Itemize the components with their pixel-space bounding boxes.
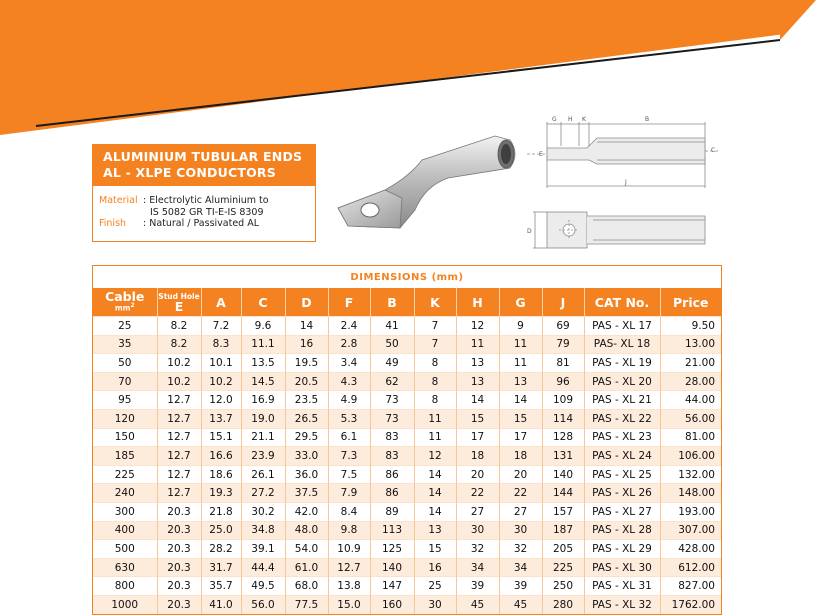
table-cell: 14 (499, 391, 542, 410)
table-cell: 30 (414, 595, 456, 613)
table-cell: 45 (499, 595, 542, 613)
table-row (93, 317, 721, 336)
table-cell: 49.5 (241, 577, 285, 596)
table-cell: 205 (542, 540, 584, 559)
table-cell: 29.5 (285, 428, 328, 447)
table-cell: PAS - XL 23 (584, 428, 660, 447)
table-cell: 13 (456, 354, 499, 373)
table-cell: 12.7 (157, 391, 201, 410)
table-row (93, 521, 721, 540)
table-cell: 34.8 (241, 521, 285, 540)
table-cell: 27 (456, 502, 499, 521)
table-cell: 150 (93, 428, 157, 447)
table-cell: 21.1 (241, 428, 285, 447)
table-cell: 12.7 (328, 558, 370, 577)
table-cell: 20.3 (157, 577, 201, 596)
table-caption: DIMENSIONS (mm) (350, 272, 464, 283)
table-row (93, 540, 721, 559)
table-cell: 18 (456, 447, 499, 466)
table-cell: 7.2 (201, 317, 241, 336)
table-cell: 14 (414, 502, 456, 521)
table-cell: 16.9 (241, 391, 285, 410)
product-title-line1: ALUMINIUM TUBULAR ENDS (103, 149, 303, 164)
table-cell: 2.8 (328, 335, 370, 354)
table-cell: 30.2 (241, 502, 285, 521)
table-cell: 35 (93, 335, 157, 354)
table-cell: 12.7 (157, 447, 201, 466)
finish-label: Finish (99, 218, 127, 229)
table-cell: 10.2 (201, 372, 241, 391)
finish-value: : Natural / Passivated AL (143, 218, 260, 229)
table-cell: 89 (370, 502, 414, 521)
table-cell: 14.5 (241, 372, 285, 391)
table-cell: 44.4 (241, 558, 285, 577)
table-cell: PAS - XL 17 (584, 317, 660, 336)
table-cell: 26.5 (285, 409, 328, 428)
table-cell: 45 (456, 595, 499, 613)
table-cell: 77.5 (285, 595, 328, 613)
table-cell: 14 (414, 484, 456, 503)
material-value-1: : Electrolytic Aluminium to (143, 195, 269, 206)
table-cell: 140 (370, 558, 414, 577)
col-cable: Cable $mm^2$ (93, 288, 157, 317)
table-cell: 21.00 (660, 354, 721, 373)
table-cell: 4.3 (328, 372, 370, 391)
table-cell: 10.1 (201, 354, 241, 373)
table-cell: PAS - XL 24 (584, 447, 660, 466)
table-row (93, 465, 721, 484)
table-cell: 15 (499, 409, 542, 428)
table-cell: 114 (542, 409, 584, 428)
table-cell: 19.3 (201, 484, 241, 503)
table-cell: 1000 (93, 595, 157, 613)
table-cell: 14 (285, 317, 328, 336)
tubular-lug-image (330, 118, 520, 238)
table-cell: 8.3 (201, 335, 241, 354)
table-cell: 106.00 (660, 447, 721, 466)
table-cell: 11 (499, 354, 542, 373)
drawing-label-k: K (582, 116, 586, 123)
table-cell: PAS- XL 18 (584, 335, 660, 354)
table-cell: 16.6 (201, 447, 241, 466)
table-cell: 280 (542, 595, 584, 613)
table-header-row (93, 288, 721, 317)
table-cell: 26.1 (241, 465, 285, 484)
table-cell: 23.5 (285, 391, 328, 410)
table-cell: 13.00 (660, 335, 721, 354)
table-cell: 400 (93, 521, 157, 540)
table-cell: 2.4 (328, 317, 370, 336)
table-cell: 109 (542, 391, 584, 410)
table-cell: 13.8 (328, 577, 370, 596)
table-cell: 81 (542, 354, 584, 373)
table-cell: 307.00 (660, 521, 721, 540)
table-cell: 113 (370, 521, 414, 540)
drawing-label-d: D (527, 228, 532, 235)
table-cell: 8 (414, 354, 456, 373)
table-cell: 16 (285, 335, 328, 354)
table-cell: 148.00 (660, 484, 721, 503)
table-row (93, 409, 721, 428)
table-cell: 9.50 (660, 317, 721, 336)
col-a: A (201, 288, 241, 317)
dimensions-table (92, 265, 722, 615)
product-title (93, 145, 315, 186)
table-cell: 27 (499, 502, 542, 521)
table-cell: 56.00 (660, 409, 721, 428)
table-cell: 28.00 (660, 372, 721, 391)
table-row (93, 335, 721, 354)
product-title-line2: AL - XLPE CONDUCTORS (103, 165, 276, 180)
table-cell: 34 (499, 558, 542, 577)
table-cell: 8.2 (157, 335, 201, 354)
table-cell: 10.2 (157, 354, 201, 373)
material-value-2: IS 5082 GR TI-E-IS 8309 (150, 206, 264, 218)
table-cell: 147 (370, 577, 414, 596)
table-cell: 13 (456, 372, 499, 391)
drawing-label-b: B (645, 116, 650, 123)
table-cell: 5.3 (328, 409, 370, 428)
table-cell: PAS - XL 28 (584, 521, 660, 540)
table-cell: 73 (370, 391, 414, 410)
table-cell: 31.7 (201, 558, 241, 577)
product-specs (93, 186, 315, 230)
table-cell: PAS - XL 29 (584, 540, 660, 559)
table-cell: 11 (414, 409, 456, 428)
table-cell: 86 (370, 465, 414, 484)
table-cell: 70 (93, 372, 157, 391)
table-cell: 50 (370, 335, 414, 354)
table-cell: 11 (456, 335, 499, 354)
table-cell: 81.00 (660, 428, 721, 447)
table-cell: 827.00 (660, 577, 721, 596)
col-d: D (285, 288, 328, 317)
table-cell: 20.3 (157, 540, 201, 559)
table-cell: 8.4 (328, 502, 370, 521)
table-cell: 19.0 (241, 409, 285, 428)
table-cell: 54.0 (285, 540, 328, 559)
table-cell: 12.7 (157, 409, 201, 428)
col-f: F (328, 288, 370, 317)
table-cell: 144 (542, 484, 584, 503)
table-body (93, 317, 721, 614)
table-cell: 250 (542, 577, 584, 596)
table-cell: 96 (542, 372, 584, 391)
table-cell: 14 (456, 391, 499, 410)
table-row (93, 577, 721, 596)
table-cell: 500 (93, 540, 157, 559)
table-cell: 13 (414, 521, 456, 540)
table-cell: 20 (499, 465, 542, 484)
material-label: Material (99, 195, 138, 206)
table-cell: 73 (370, 409, 414, 428)
table-cell: 20.3 (157, 595, 201, 613)
col-k: K (414, 288, 456, 317)
table-row (93, 484, 721, 503)
table-cell: 25.0 (201, 521, 241, 540)
table-cell: PAS - XL 25 (584, 465, 660, 484)
col-g: G (499, 288, 542, 317)
table-cell: PAS - XL 21 (584, 391, 660, 410)
table-cell: 28.2 (201, 540, 241, 559)
table-cell: 16 (414, 558, 456, 577)
table-cell: 11 (414, 428, 456, 447)
table-cell: 4.9 (328, 391, 370, 410)
table-cell: 25 (414, 577, 456, 596)
table-cell: 32 (499, 540, 542, 559)
table-cell: 25 (93, 317, 157, 336)
table-cell: 22 (456, 484, 499, 503)
col-j: J (542, 288, 584, 317)
table-cell: 8.2 (157, 317, 201, 336)
col-h: H (456, 288, 499, 317)
table-cell: 15.1 (201, 428, 241, 447)
table-row (93, 502, 721, 521)
table-cell: 35.7 (201, 577, 241, 596)
dimensions-grid (93, 288, 721, 614)
table-cell: 9.6 (241, 317, 285, 336)
table-cell: 61.0 (285, 558, 328, 577)
table-cell: 7.9 (328, 484, 370, 503)
table-row (93, 558, 721, 577)
table-cell: 225 (542, 558, 584, 577)
table-cell: 15.0 (328, 595, 370, 613)
table-cell: 13 (499, 372, 542, 391)
table-cell: 157 (542, 502, 584, 521)
table-cell: 68.0 (285, 577, 328, 596)
table-cell: 69 (542, 317, 584, 336)
table-cell: 13.5 (241, 354, 285, 373)
table-cell: 17 (499, 428, 542, 447)
drawing-label-h: H (568, 116, 573, 123)
col-c: C (241, 288, 285, 317)
drawing-label-e: E (539, 151, 543, 158)
table-cell: 10.2 (157, 372, 201, 391)
col-cat-no: CAT No. (584, 288, 660, 317)
table-row (93, 372, 721, 391)
table-cell: 9.8 (328, 521, 370, 540)
table-cell: 44.00 (660, 391, 721, 410)
table-cell: 34 (456, 558, 499, 577)
table-cell: PAS - XL 19 (584, 354, 660, 373)
table-cell: PAS - XL 26 (584, 484, 660, 503)
table-cell: 37.5 (285, 484, 328, 503)
table-cell: 300 (93, 502, 157, 521)
table-cell: PAS - XL 20 (584, 372, 660, 391)
table-cell: 83 (370, 447, 414, 466)
table-cell: 36.0 (285, 465, 328, 484)
table-cell: 120 (93, 409, 157, 428)
table-cell: 27.2 (241, 484, 285, 503)
table-cell: 83 (370, 428, 414, 447)
table-cell: 30 (456, 521, 499, 540)
table-cell: 22 (499, 484, 542, 503)
table-cell: 12 (414, 447, 456, 466)
table-cell: 7 (414, 335, 456, 354)
table-cell: 50 (93, 354, 157, 373)
table-row (93, 354, 721, 373)
table-cell: 12.0 (201, 391, 241, 410)
table-cell: 6.1 (328, 428, 370, 447)
table-cell: 48.0 (285, 521, 328, 540)
table-cell: 95 (93, 391, 157, 410)
table-cell: 13.7 (201, 409, 241, 428)
table-cell: 12 (456, 317, 499, 336)
table-cell: 7.5 (328, 465, 370, 484)
table-cell: 225 (93, 465, 157, 484)
col-b: B (370, 288, 414, 317)
table-cell: 187 (542, 521, 584, 540)
table-cell: PAS - XL 31 (584, 577, 660, 596)
table-cell: 14 (414, 465, 456, 484)
table-cell: 32 (456, 540, 499, 559)
table-cell: 800 (93, 577, 157, 596)
table-cell: 160 (370, 595, 414, 613)
table-cell: 33.0 (285, 447, 328, 466)
table-cell: 41 (370, 317, 414, 336)
table-cell: 15 (414, 540, 456, 559)
table-cell: 20.5 (285, 372, 328, 391)
table-cell: 15 (456, 409, 499, 428)
dimension-drawing (497, 110, 727, 258)
table-cell: 7 (414, 317, 456, 336)
table-cell: 39.1 (241, 540, 285, 559)
table-row (93, 595, 721, 613)
table-cell: 428.00 (660, 540, 721, 559)
table-cell: PAS - XL 22 (584, 409, 660, 428)
table-cell: 10.9 (328, 540, 370, 559)
table-cell: 612.00 (660, 558, 721, 577)
table-row (93, 447, 721, 466)
table-cell: 20.3 (157, 521, 201, 540)
drawing-label-g: G (552, 116, 557, 123)
col-price: Price (660, 288, 721, 317)
table-cell: 86 (370, 484, 414, 503)
table-cell: 30 (499, 521, 542, 540)
table-cell: 18.6 (201, 465, 241, 484)
table-cell: 56.0 (241, 595, 285, 613)
table-cell: 125 (370, 540, 414, 559)
table-cell: 20 (456, 465, 499, 484)
table-cell: 20.3 (157, 558, 201, 577)
table-cell: 79 (542, 335, 584, 354)
table-cell: 185 (93, 447, 157, 466)
table-cell: 11 (499, 335, 542, 354)
table-cell: 21.8 (201, 502, 241, 521)
table-cell: 193.00 (660, 502, 721, 521)
table-cell: PAS - XL 32 (584, 595, 660, 613)
drawing-label-j: J (625, 179, 627, 186)
table-cell: 9 (499, 317, 542, 336)
table-cell: 8 (414, 372, 456, 391)
table-cell: 18 (499, 447, 542, 466)
table-cell: 42.0 (285, 502, 328, 521)
table-cell: 23.9 (241, 447, 285, 466)
table-cell: 630 (93, 558, 157, 577)
table-cell: PAS - XL 30 (584, 558, 660, 577)
table-cell: 7.3 (328, 447, 370, 466)
table-cell: 49 (370, 354, 414, 373)
table-cell: 132.00 (660, 465, 721, 484)
table-row (93, 428, 721, 447)
table-cell: 12.7 (157, 465, 201, 484)
table-cell: 39 (456, 577, 499, 596)
table-cell: 131 (542, 447, 584, 466)
table-cell: PAS - XL 27 (584, 502, 660, 521)
table-cell: 12.7 (157, 428, 201, 447)
table-cell: 3.4 (328, 354, 370, 373)
table-cell: 20.3 (157, 502, 201, 521)
product-info-box (92, 144, 316, 242)
table-cell: 8 (414, 391, 456, 410)
table-cell: 128 (542, 428, 584, 447)
drawing-label-c: C (711, 147, 716, 154)
col-stud-hole: Stud Hole E (157, 288, 201, 317)
table-cell: 11.1 (241, 335, 285, 354)
table-cell: 240 (93, 484, 157, 503)
table-cell: 12.7 (157, 484, 201, 503)
table-cell: 62 (370, 372, 414, 391)
table-cell: 41.0 (201, 595, 241, 613)
table-cell: 1762.00 (660, 595, 721, 613)
table-cell: 39 (499, 577, 542, 596)
table-cell: 140 (542, 465, 584, 484)
table-cell: 19.5 (285, 354, 328, 373)
table-row (93, 391, 721, 410)
table-cell: 17 (456, 428, 499, 447)
